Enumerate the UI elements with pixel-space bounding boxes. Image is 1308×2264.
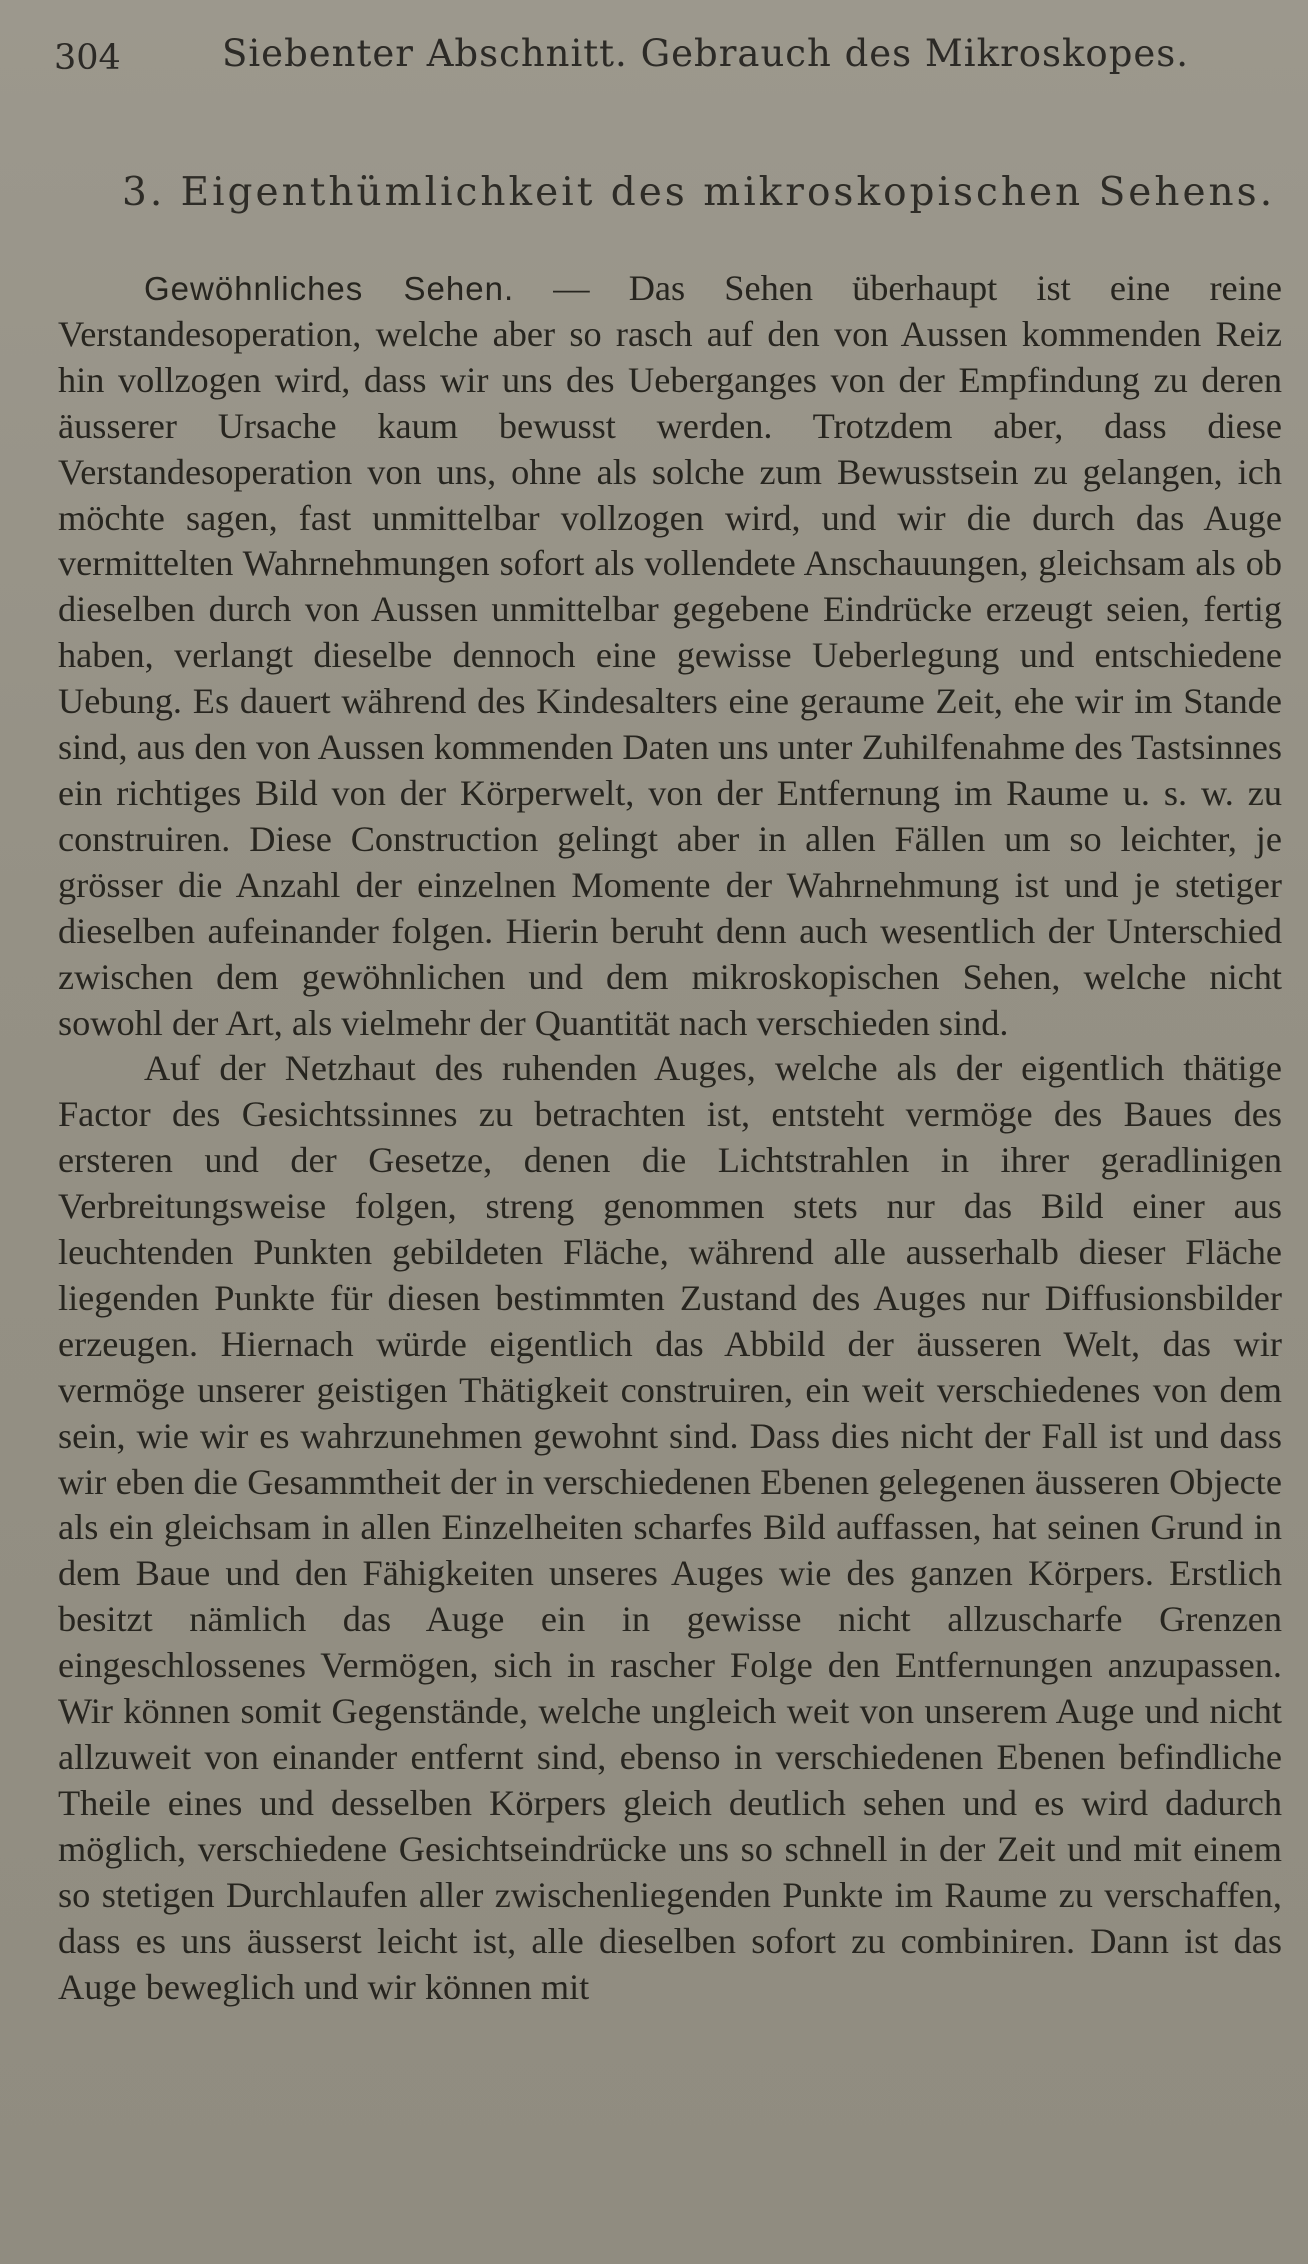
page-number: 304	[54, 38, 121, 78]
paragraph-text: Auf der Netzhaut des ruhenden Auges, welche als der eigentlich thätige Factor des Gesichtssinnes zu betrachten ist, entsteht vermöge des Baues des ersteren und der Gesetze, denen die Lichtstrahlen in ihrer geradlinigen Verbreitungsweise folgen, streng genommen stets nur das Bild einer aus leuchtenden Punkten gebildeten Fläche, während alle ausserhalb dieser Fläche liegenden Punkte für diesen bestimmten Zustand des Auges nur Diffusionsbilder erzeugen. Hiernach würde eigentlich das Abbild der äusseren Welt, das wir vermöge unserer geistigen Thätigkeit construiren, ein weit verschiedenes von dem sein, wie wir es wahrzunehmen gewohnt sind. Dass dies nicht der Fall ist und dass wir eben die Gesammtheit der in verschiedenen Ebenen gelegenen äusseren Objecte als ein gleichsam in allen Einzelheiten scharfes Bild auffassen, hat seinen Grund in dem Baue und den Fähigkeiten unseres Auges wie des ganzen Körpers. Erstlich besitzt nämlich das Auge ein in gewisse nicht allzuscharfe Grenzen eingeschlossenes Vermögen, sich in rascher Folge den Entfernungen anzupassen. Wir können somit Gegenstände, welche ungleich weit von unserem Auge und nicht allzuweit von einander entfernt sind, ebenso in verschiedenen Ebenen befindliche Theile eines und desselben Körpers gleich deutlich sehen und es wird dadurch möglich, verschiedene Gesichtseindrücke uns so schnell in der Zeit und mit einem so stetigen Durchlaufen aller zwischenliegenden Punkte im Raume zu verschaffen, dass es uns äusserst leicht ist, alle dieselben sofort zu combiniren. Dann ist das Auge beweglich und wir können mit	[58, 1048, 1282, 2007]
paragraph-text: — Das Sehen überhaupt ist eine reine Verstandesoperation, welche aber so rasch auf den von Aussen kommenden Reiz hin vollzogen wird, dass wir uns des Ueberganges von der Empfindung zu deren äusserer Ursache kaum bewusst werden. Trotzdem aber, dass diese Verstandesoperation von uns, ohne als solche zum Bewusstsein zu gelangen, ich möchte sagen, fast unmittelbar vollzogen wird, und wir die durch das Auge vermittelten Wahrnehmungen sofort als vollendete Anschauungen, gleichsam als ob dieselben durch von Aussen unmittelbar gegebene Eindrücke erzeugt seien, fertig haben, verlangt dieselbe dennoch eine gewisse Ueberlegung und entschiedene Uebung. Es dauert während des Kindesalters eine geraume Zeit, ehe wir im Stande sind, aus den von Aussen kommenden Daten uns unter Zuhilfenahme des Tastsinnes ein richtiges Bild von der Körperwelt, von der Entfernung im Raume u. s. w. zu construiren. Diese Construction gelingt aber in allen Fällen um so leichter, je grösser die Anzahl der einzelnen Momente der Wahrnehmung ist und je stetiger dieselben aufeinander folgen. Hierin beruht denn auch wesentlich der Unterschied zwischen dem gewöhnlichen und dem mikroskopischen Sehen, welche nicht sowohl der Art, als vielmehr der Quantität nach verschieden sind.	[58, 268, 1282, 1043]
section-title: 3. Eigenthümlichkeit des mikroskopischen Sehens.	[122, 170, 1276, 215]
page-header	[54, 28, 1264, 88]
paragraph	[58, 266, 1282, 1046]
running-head: Siebenter Abschnitt. Gebrauch des Mikroskopes.	[222, 32, 1190, 75]
body-text	[58, 266, 1282, 2010]
paragraph-lead-in: Gewöhnliches Sehen.	[144, 270, 515, 307]
paragraph	[58, 1046, 1282, 2010]
